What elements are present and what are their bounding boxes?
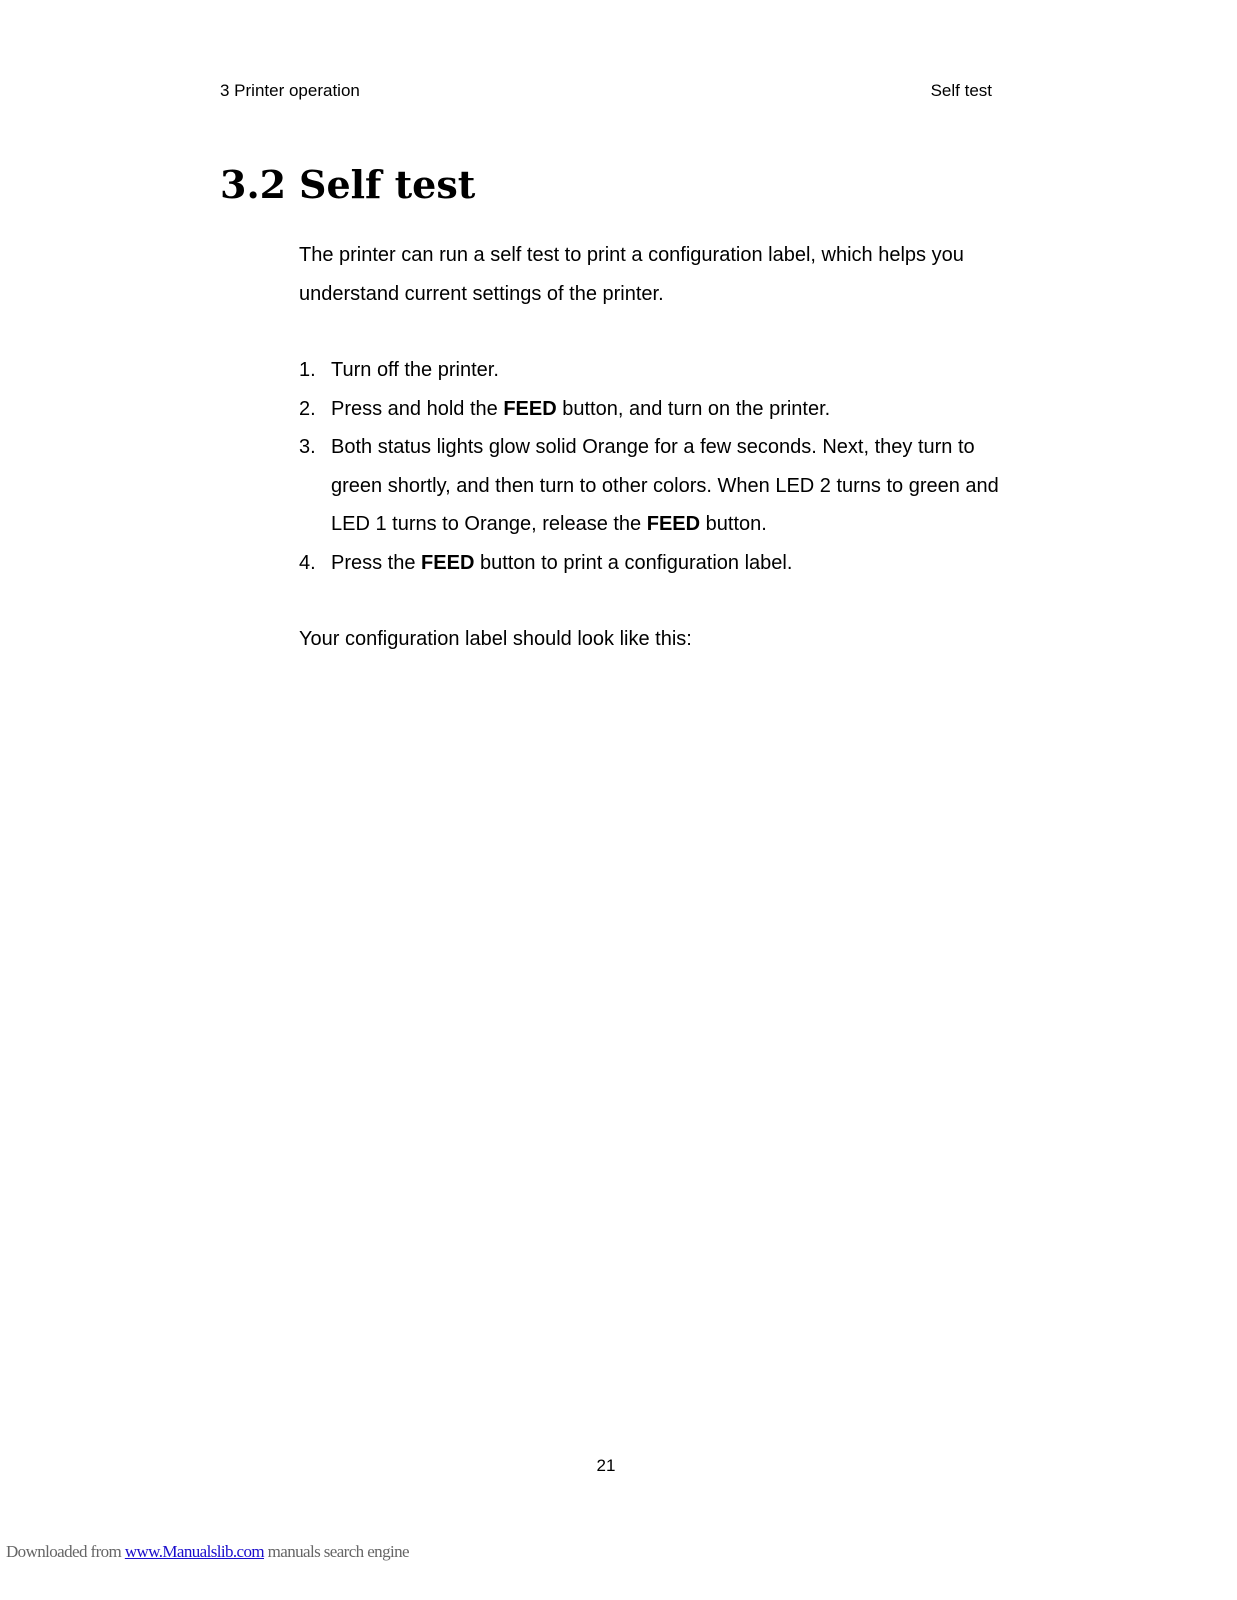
page-number: 21 <box>596 1456 616 1475</box>
section-title: Self test <box>299 162 476 207</box>
step-text-before: Press the <box>331 551 422 574</box>
step-item <box>299 390 999 429</box>
running-header-section: Self test <box>930 81 992 100</box>
footer-prefix: Downloaded from <box>6 1542 125 1561</box>
manualslib-link[interactable]: www.Manualslib.com <box>124 1542 265 1561</box>
step-item <box>299 544 999 583</box>
step-number: 3. <box>299 436 316 458</box>
step-item <box>299 351 999 390</box>
step-number: 2. <box>299 397 316 420</box>
step-text-after: button, and turn on the printer. <box>556 397 831 420</box>
feed-button-label: FEED <box>646 513 701 535</box>
step-number: 4. <box>299 551 316 574</box>
step-text-before: Press and hold the <box>331 397 504 420</box>
step-number: 1. <box>299 359 316 381</box>
step-text-after: button to print a configuration label. <box>474 551 793 574</box>
step-text-before: Both status lights glow solid Orange for a few seconds. Next, they turn to green shortly, and then turn to other colors. When LED 2 turns to green and LED 1 turns to Orange, release the <box>331 436 999 535</box>
body-content <box>299 236 999 659</box>
running-header-chapter: 3 Printer operation <box>220 81 360 100</box>
outro-paragraph: Your configuration label should look like this: <box>299 628 692 650</box>
feed-button-label: FEED <box>503 397 557 420</box>
section-number: 3.2 <box>220 162 287 207</box>
footer-suffix: manuals search engine <box>264 1542 409 1561</box>
step-text-after: button. <box>700 513 767 535</box>
steps-list <box>299 351 999 582</box>
download-footer <box>6 1541 409 1563</box>
step-text: Turn off the printer. <box>331 359 499 381</box>
step-item <box>299 428 999 544</box>
intro-paragraph: The printer can run a self test to print a configuration label, which helps you understand current settings of the printer. <box>299 244 964 305</box>
section-heading <box>220 160 475 210</box>
feed-button-label: FEED <box>421 551 475 574</box>
